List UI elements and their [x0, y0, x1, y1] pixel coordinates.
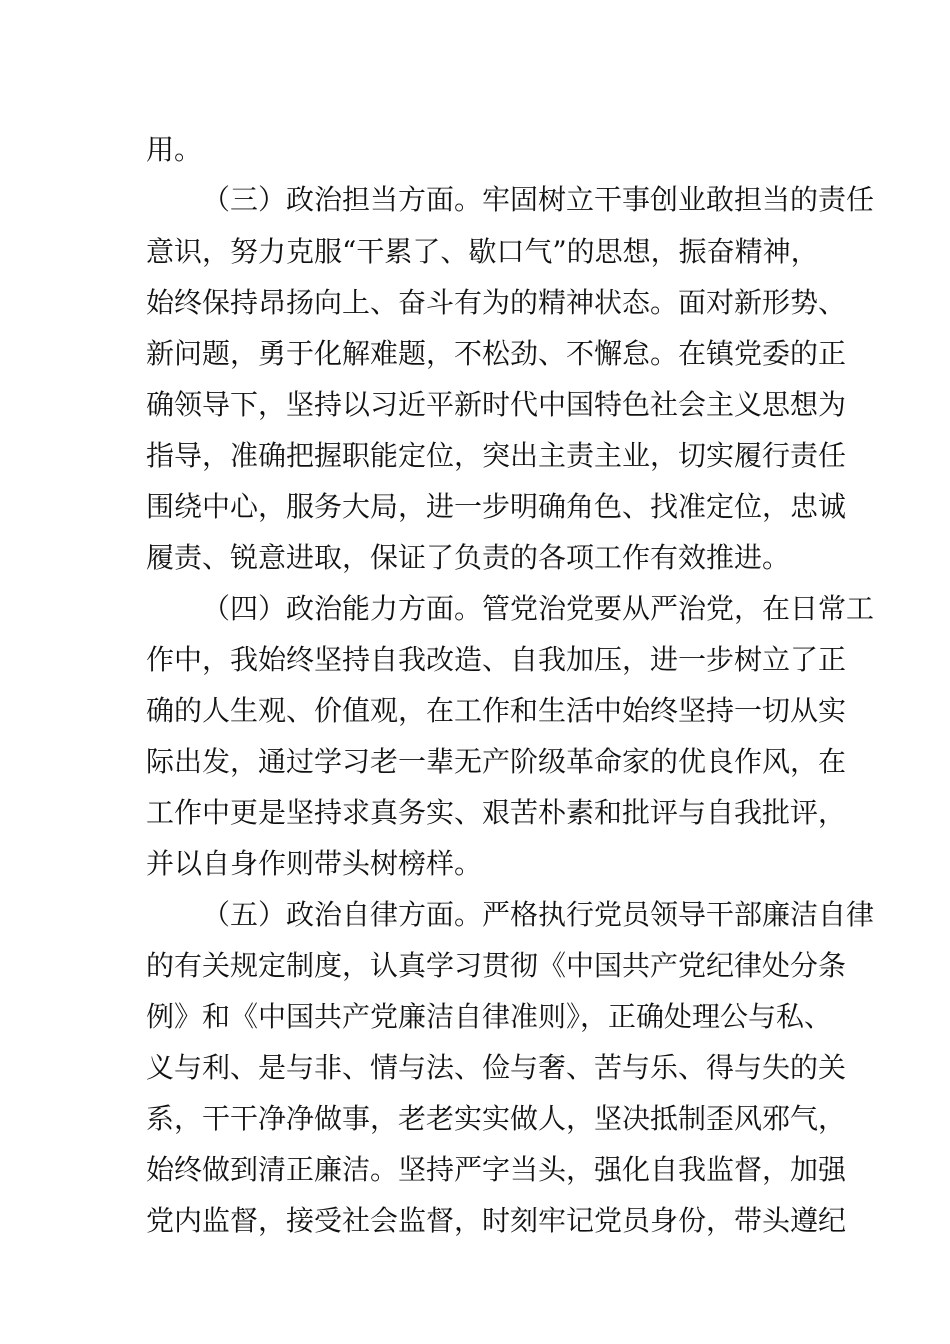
text-line: 新问题，勇于化解难题，不松劲、不懈怠。在镇党委的正 — [146, 337, 847, 370]
text-line: 围绕中心，服务大局，进一步明确角色、找准定位，忠诚 — [146, 490, 847, 523]
text-line: 作中，我始终坚持自我改造、自我加压，进一步树立了正 — [146, 643, 847, 676]
text-line: 履责、锐意进取，保证了负责的各项工作有效推进。 — [146, 541, 791, 574]
text-line: 并以自身作则带头树榜样。 — [146, 847, 483, 880]
text-line: 用。 — [146, 133, 203, 166]
text-line: 系，干干净净做事，老老实实做人，坚决抵制歪风邪气， — [146, 1102, 847, 1135]
section-heading-line: （三）政治担当方面。牢固树立干事创业敢担当的责任 — [202, 183, 875, 216]
section-heading-line: （五）政治自律方面。严格执行党员领导干部廉洁自律 — [202, 898, 875, 931]
text-line: 义与利、是与非、情与法、俭与奢、苦与乐、得与失的关 — [146, 1051, 847, 1084]
text-line: 的有关规定制度，认真学习贯彻《中国共产党纪律处分条 — [146, 949, 847, 982]
text-line: 确的人生观、价值观，在工作和生活中始终坚持一切从实 — [146, 694, 847, 727]
text-line: 始终做到清正廉洁。坚持严字当头，强化自我监督，加强 — [146, 1153, 847, 1186]
text-line: 工作中更是坚持求真务实、艰苦朴素和批评与自我批评， — [146, 796, 847, 829]
text-line: 确领导下，坚持以习近平新时代中国特色社会主义思想为 — [146, 388, 847, 421]
text-line: 指导，准确把握职能定位，突出主责主业，切实履行责任 — [146, 439, 847, 472]
text-line: 始终保持昂扬向上、奋斗有为的精神状态。面对新形势、 — [146, 286, 847, 319]
text-line: 党内监督，接受社会监督，时刻牢记党员身份，带头遵纪 — [146, 1204, 847, 1237]
text-line: 例》和《中国共产党廉洁自律准则》，正确处理公与私、 — [146, 1000, 833, 1033]
section-heading-line: （四）政治能力方面。管党治党要从严治党，在日常工 — [202, 592, 875, 625]
text-line: 际出发，通过学习老一辈无产阶级革命家的优良作风，在 — [146, 745, 847, 778]
text-line: 意识，努力克服“干累了、歇口气”的思想，振奋精神， — [146, 235, 819, 268]
